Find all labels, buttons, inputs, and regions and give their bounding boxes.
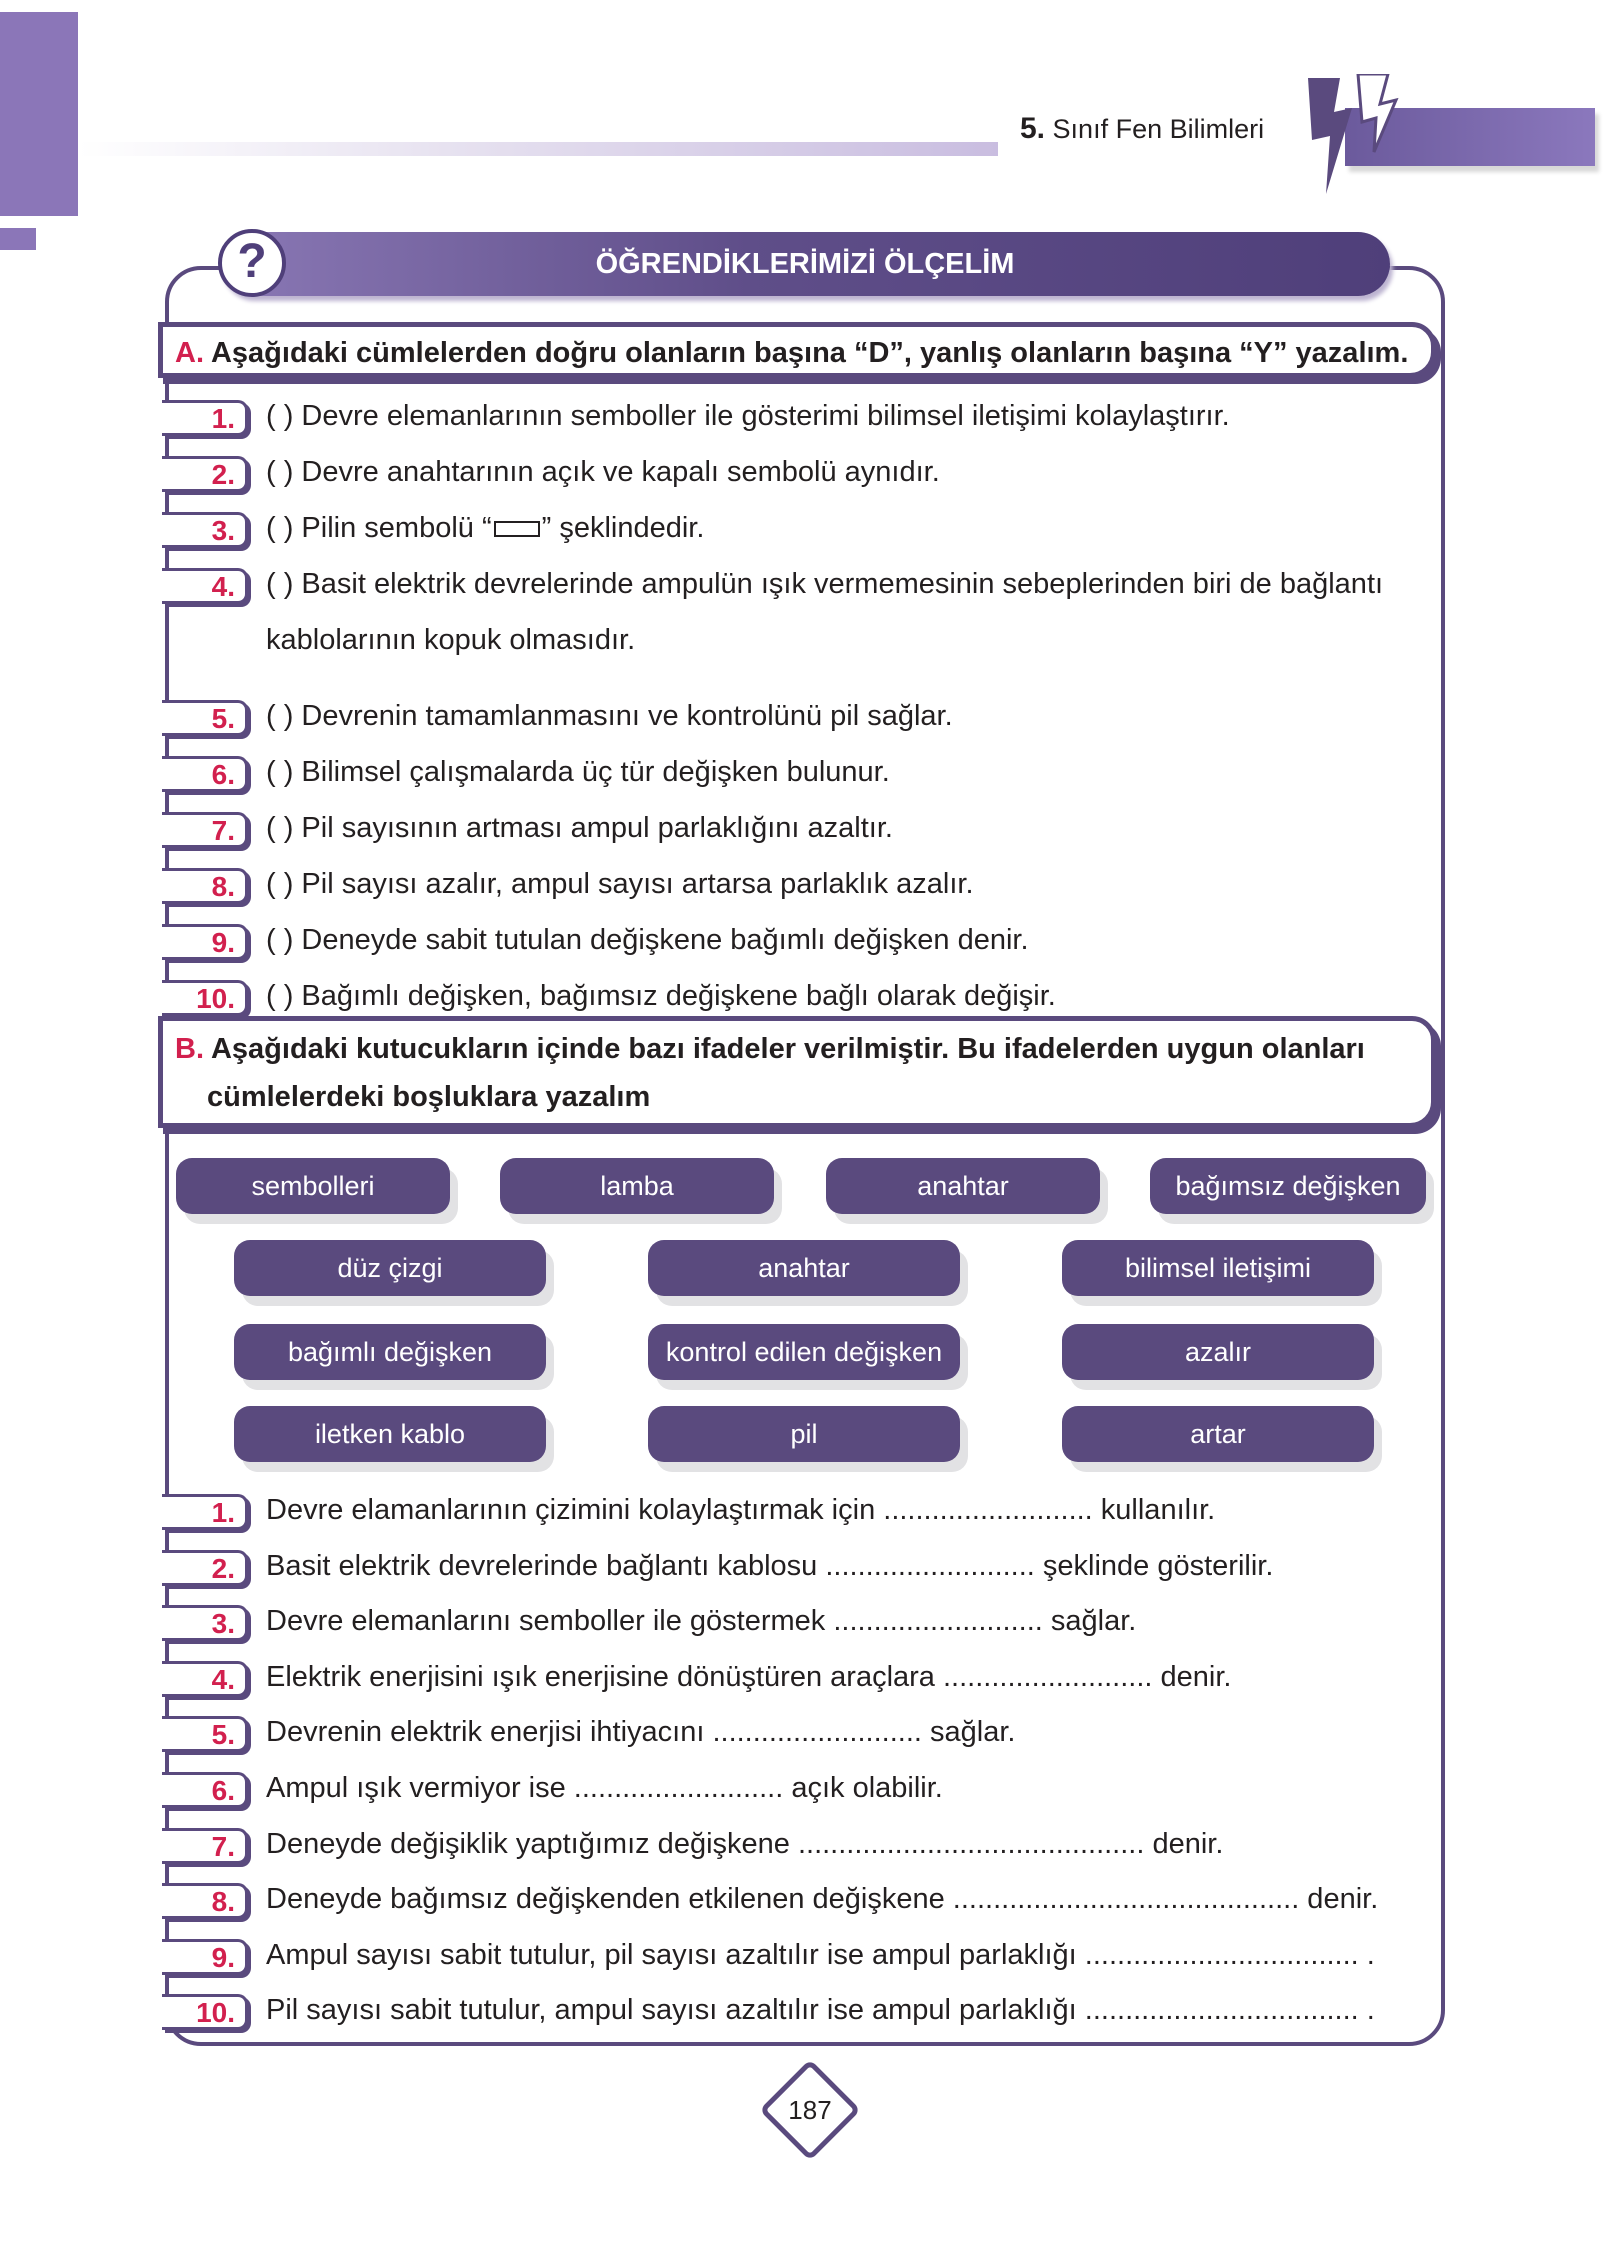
item-number-box <box>162 1716 248 1752</box>
item-number: 3. <box>211 515 235 546</box>
item-number-box <box>162 924 248 960</box>
item-number-box <box>162 756 248 792</box>
item-number-box <box>162 456 248 492</box>
section-b-letter: B. <box>175 1033 204 1065</box>
fill-in-sentence: Deneyde değişiklik yaptığımız değişkene ........................................... denir. <box>266 1827 1224 1860</box>
statement-text: ( ) Pil sayısının artması ampul parlaklığını azaltır. <box>266 812 893 844</box>
section-b-instruction-2: cümlelerdeki boşluklara yazalım <box>207 1081 651 1113</box>
fill-in-sentence: Devre elamanlarının çizimini kolaylaştırmak için .......................... kullanılır. <box>266 1494 1216 1526</box>
left-color-tab <box>0 12 78 216</box>
battery-symbol-icon <box>494 521 540 537</box>
fill-in-sentence: Basit elektrik devrelerinde bağlantı kablosu .......................... şeklinde gösterilir. <box>266 1549 1274 1582</box>
item-number: 4. <box>211 1663 235 1695</box>
item-number-box <box>162 1939 248 1975</box>
grade-number: 5. <box>1020 112 1046 145</box>
fill-in-sentence: Elektrik enerjisini ışık enerjisine dönüştüren araçlara .......................... denir. <box>266 1660 1232 1693</box>
statement-text: ( ) Basit elektrik devrelerinde ampulün ışık vermemesinin sebeplerinden biri de bağlantı <box>266 568 1384 600</box>
word-chip: lamba <box>500 1158 774 1214</box>
page-title: ÖĞRENDİKLERİMİZİ ÖLÇELİM <box>595 248 1015 280</box>
item-number: 10. <box>196 1997 235 2029</box>
item-number: 2. <box>211 459 235 490</box>
item-number-box <box>162 512 248 548</box>
statement-text-part: ( ) Pilin sembolü “ <box>266 512 492 544</box>
word-chip: bağımlı değişken <box>234 1324 546 1380</box>
section-b-instruction-line1 <box>175 1025 1365 1073</box>
item-number-box <box>162 1550 248 1586</box>
item-number-box <box>162 812 248 848</box>
fill-in-sentence: Ampul sayısı sabit tutulur, pil sayısı azaltılır ise ampul parlaklığı .................................. . <box>266 1938 1375 1971</box>
fill-in-sentence: Pil sayısı sabit tutulur, ampul sayısı azaltılır ise ampul parlaklığı .................................. . <box>266 1994 1375 2027</box>
statement-text-part: ” şeklindedir. <box>541 512 705 544</box>
subject-name: Sınıf Fen Bilimleri <box>1052 114 1265 144</box>
statement-text: ( ) Devre anahtarının açık ve kapalı sembolü aynıdır. <box>266 456 940 488</box>
page-number: 187 <box>788 2095 832 2125</box>
statement-text-continued: kablolarının kopuk olmasıdır. <box>266 624 636 656</box>
word-chip: artar <box>1062 1406 1374 1462</box>
page-number-badge <box>760 2060 860 2160</box>
header-subject <box>1020 112 1264 146</box>
section-a-letter: A. <box>175 337 204 369</box>
statement-text: ( ) Devre elemanlarının semboller ile gösterimi bilimsel iletişimi kolaylaştırır. <box>266 400 1230 432</box>
item-number: 5. <box>211 1719 235 1751</box>
fill-in-sentence: Ampul ışık vermiyor ise .......................... açık olabilir. <box>266 1772 943 1804</box>
header-rule <box>78 142 998 156</box>
word-chip: bağımsız değişken <box>1150 1158 1426 1214</box>
word-chip: anahtar <box>648 1240 960 1296</box>
word-chip: anahtar <box>826 1158 1100 1214</box>
word-chip: bilimsel iletişimi <box>1062 1240 1374 1296</box>
item-number: 9. <box>211 1941 235 1973</box>
item-number: 8. <box>211 871 235 902</box>
statement-text: ( ) Bağımlı değişken, bağımsız değişkene bağlı olarak değişir. <box>266 980 1056 1012</box>
item-number: 7. <box>211 815 235 846</box>
word-chip: sembolleri <box>176 1158 450 1214</box>
item-number-box <box>162 1661 248 1697</box>
item-number-box <box>162 1605 248 1641</box>
item-number-box <box>162 868 248 904</box>
item-number: 8. <box>211 1886 235 1918</box>
fill-in-sentence: Devre elemanlarını semboller ile göstermek .......................... sağlar. <box>266 1605 1137 1638</box>
statement-text: ( ) Bilimsel çalışmalarda üç tür değişken bulunur. <box>266 756 890 788</box>
item-number-box <box>162 568 248 604</box>
item-number: 4. <box>211 571 235 602</box>
item-number: 7. <box>211 1830 235 1862</box>
item-number: 6. <box>211 759 235 790</box>
section-b-header <box>158 1016 1436 1128</box>
word-chip: düz çizgi <box>234 1240 546 1296</box>
statement-text: ( ) Devrenin tamamlanmasını ve kontrolünü pil sağlar. <box>266 700 953 732</box>
item-number-box <box>162 980 248 1016</box>
item-number-box <box>162 1883 248 1919</box>
item-number-box <box>162 1828 248 1864</box>
section-a-instruction: Aşağıdaki cümlelerden doğru olanların başına “D”, yanlış olanların başına “Y” yazalım. <box>210 337 1409 369</box>
item-number: 2. <box>211 1552 235 1584</box>
left-color-tab-small <box>0 228 36 250</box>
item-number: 3. <box>211 1608 235 1640</box>
item-number-box <box>162 700 248 736</box>
item-number: 6. <box>211 1775 235 1806</box>
statement-text: ( ) Pil sayısı azalır, ampul sayısı artarsa parlaklık azalır. <box>266 868 974 900</box>
word-chip: azalır <box>1062 1324 1374 1380</box>
word-chip: kontrol edilen değişken <box>648 1324 960 1380</box>
item-number: 5. <box>211 703 235 734</box>
lightning-bolt-icon <box>1300 74 1410 198</box>
item-number: 9. <box>211 927 235 958</box>
section-a-header <box>158 322 1436 378</box>
item-number: 1. <box>211 403 235 434</box>
item-number: 1. <box>211 1497 235 1528</box>
section-b-instruction-1: Aşağıdaki kutucukların içinde bazı ifadeler verilmiştir. Bu ifadelerden uygun olanları <box>210 1033 1365 1065</box>
statement-text: ( ) Deneyde sabit tutulan değişkene bağımlı değişken denir. <box>266 924 1029 956</box>
word-chip: iletken kablo <box>234 1406 546 1462</box>
word-chip: pil <box>648 1406 960 1462</box>
statement-text <box>266 506 704 550</box>
item-number-box <box>162 1494 248 1530</box>
fill-in-sentence: Deneyde bağımsız değişkenden etkilenen değişkene ........................................... denir. <box>266 1883 1379 1916</box>
question-mark-icon: ? <box>218 229 286 297</box>
item-number-box <box>162 400 248 436</box>
item-number-box <box>162 1772 248 1808</box>
item-number-box <box>162 1994 248 2030</box>
section-a-instruction-line <box>175 329 1408 377</box>
item-number: 10. <box>196 983 235 1014</box>
fill-in-sentence: Devrenin elektrik enerjisi ihtiyacını .......................... sağlar. <box>266 1716 1016 1749</box>
title-banner <box>220 232 1390 296</box>
